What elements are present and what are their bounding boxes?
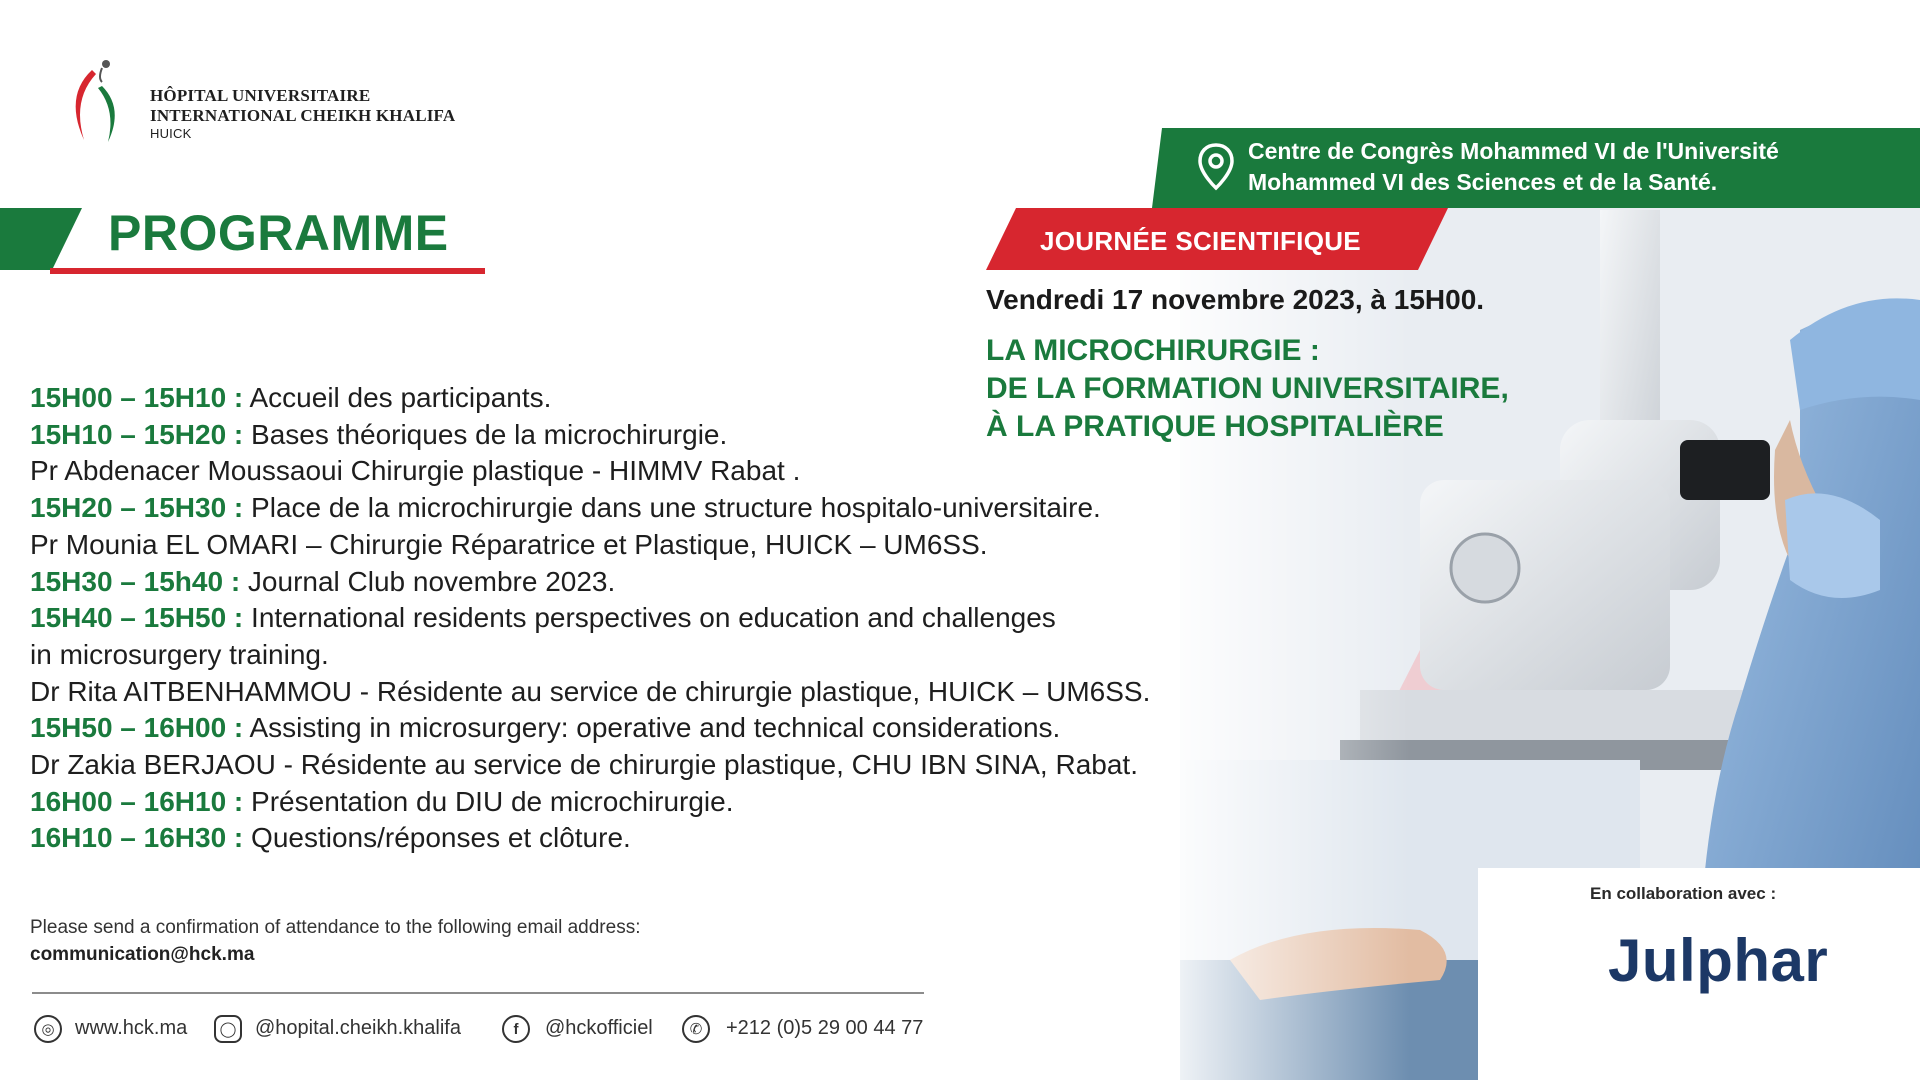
schedule-item (30, 600, 1430, 637)
collaboration-label: En collaboration avec : (1590, 884, 1777, 903)
globe-icon: ◎ (34, 1015, 62, 1043)
schedule-text: in microsurgery training. (30, 638, 329, 670)
schedule-text: Place de la microchirurgie dans une structure hospitalo-universitaire. (243, 492, 1101, 524)
schedule-text: Dr Rita AITBENHAMMOU - Résidente au service de chirurgie plastique, HUICK – UM6SS. (30, 675, 1151, 707)
schedule-list (30, 380, 1430, 857)
footer-divider (32, 992, 924, 994)
event-title-line: DE LA FORMATION UNIVERSITAIRE, (986, 372, 1509, 405)
hospital-logo (62, 58, 132, 148)
location-pin-icon (1196, 142, 1236, 192)
schedule-item (30, 380, 1430, 417)
schedule-item (30, 527, 1430, 564)
schedule-time: 15H00 – 15H10 : (30, 382, 244, 413)
schedule-text: International residents perspectives on education and challenges (243, 602, 1056, 634)
schedule-item (30, 747, 1430, 784)
programme-band-accent (0, 208, 82, 270)
schedule-item (30, 820, 1430, 857)
schedule-item (30, 417, 1430, 454)
event-title-line: À LA PRATIQUE HOSPITALIÈRE (986, 410, 1444, 443)
footer-facebook[interactable]: @hckofficiel (545, 1017, 653, 1039)
programme-title: PROGRAMME (108, 205, 449, 261)
schedule-item (30, 637, 1430, 674)
schedule-text: Assisting in microsurgery: operative and technical considerations. (243, 712, 1061, 744)
schedule-time: 15H50 – 16H00 : (30, 712, 244, 744)
schedule-item (30, 710, 1430, 747)
location-line2: Mohammed VI des Sciences et de la Santé. (1248, 169, 1718, 195)
location-line1: Centre de Congrès Mohammed VI de l'Université (1248, 138, 1779, 164)
schedule-text: Journal Club novembre 2023. (240, 565, 616, 597)
programme-underline (50, 268, 485, 274)
contact-section (30, 914, 640, 968)
schedule-text: Accueil des participants. (243, 382, 552, 413)
schedule-text: Pr Mounia EL OMARI – Chirurgie Réparatrice et Plastique, HUICK – UM6SS. (30, 528, 988, 560)
schedule-text: Questions/réponses et clôture. (243, 822, 631, 854)
schedule-item (30, 564, 1430, 601)
schedule-time: 15H20 – 15H30 : (30, 492, 244, 524)
hospital-name-line1: HÔPITAL UNIVERSITAIRE (150, 86, 371, 105)
hospital-short-name: HUICK (150, 126, 192, 141)
schedule-text: Bases théoriques de la microchirurgie. (243, 418, 728, 450)
schedule-time: 15H10 – 15H20 : (30, 418, 244, 450)
partner-logo-julphar: Julphar (1608, 927, 1829, 994)
facebook-icon: f (502, 1015, 530, 1043)
location-text (1248, 136, 1779, 198)
footer-phone[interactable]: +212 (0)5 29 00 44 77 (726, 1017, 924, 1039)
hospital-name (150, 86, 455, 142)
schedule-text: Pr Abdenacer Moussaoui Chirurgie plastique - HIMMV Rabat . (30, 455, 801, 487)
contact-note: Please send a confirmation of attendance to the following email address: (30, 917, 641, 938)
instagram-icon: ◯ (214, 1015, 242, 1043)
schedule-time: 15H30 – 15h40 : (30, 565, 241, 597)
schedule-time: 16H10 – 16H30 : (30, 822, 244, 854)
schedule-item (30, 784, 1430, 821)
event-date: Vendredi 17 novembre 2023, à 15H00. (986, 284, 1485, 315)
schedule-item (30, 490, 1430, 527)
schedule-time: 15H40 – 15H50 : (30, 602, 244, 634)
phone-icon: ✆ (682, 1015, 710, 1043)
schedule-item (30, 674, 1430, 711)
event-title-line: LA MICROCHIRURGIE : (986, 334, 1320, 367)
schedule-item (30, 453, 1430, 490)
footer-instagram[interactable]: @hopital.cheikh.khalifa (255, 1017, 461, 1039)
contact-email[interactable]: communication@hck.ma (30, 944, 255, 965)
footer-website[interactable]: www.hck.ma (75, 1017, 188, 1039)
schedule-text: Dr Zakia BERJAOU - Résidente au service de chirurgie plastique, CHU IBN SINA, Rabat. (30, 749, 1138, 781)
hospital-name-line2: INTERNATIONAL CHEIKH KHALIFA (150, 106, 456, 125)
journee-label: JOURNÉE SCIENTIFIQUE (1040, 226, 1361, 256)
schedule-text: Présentation du DIU de microchirurgie. (243, 785, 734, 817)
schedule-time: 16H00 – 16H10 : (30, 785, 244, 817)
